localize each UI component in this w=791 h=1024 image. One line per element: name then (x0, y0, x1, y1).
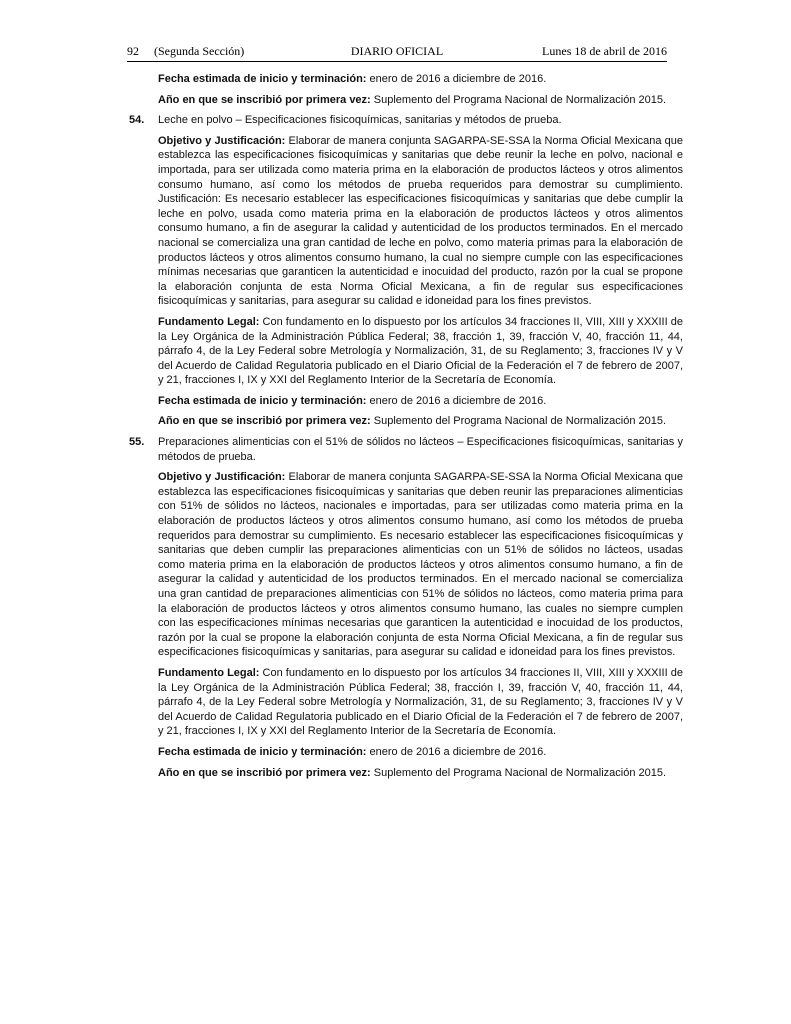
ano-label: Año en que se inscribió por primera vez: (158, 766, 371, 779)
objetivo-paragraph (158, 134, 683, 309)
ano-paragraph (158, 93, 683, 108)
objetivo-text: Elaborar de manera conjunta SAGARPA-SE-SSA la Norma Oficial Mexicana que establezca las especificaciones fisicoquímicas y sanitarias que debe reunir la leche en polvo, nacional e importada, para ser utilizada como materia prima en la elaboración de productos lácteos y otros alimentos consumo humano, así como los métodos de prueba requeridos para demostrar su cumplimiento. Justificación: Es necesario establecer las especificaciones fisicoquímicas y sanitarias que debe cumplir la leche en polvo, usada como materia prima en la elaboración de productos lácteos y otros alimentos consumo humano, a fin de asegurar la calidad y autenticidad de los productos terminados. En el mercado nacional se comercializa una gran cantidad de leche en polvo, como materia primas para la elaboración de productos lácteos y otros alimentos consumo humano, la cual no siempre cumple con las especificaciones mínimas necesarias que garanticen la autenticidad e inocuidad del producto, razón por la cual se propone la elaboración conjunta de esta Norma Oficial Mexicana, a fin de regular sus especificaciones fisicoquímicas y sanitarias, para asegurar su calidad e idoneidad para los fines previstos. (158, 134, 684, 308)
header-publication-title: DIARIO OFICIAL (350, 44, 444, 58)
item-title-text: Preparaciones alimenticias con el 51% de sólidos no lácteos – Especificaciones fisicoquímicas, sanitarias y métodos de prueba. (158, 436, 683, 463)
fecha-value: enero de 2016 a diciembre de 2016. (366, 73, 547, 85)
fundamento-paragraph (158, 666, 683, 739)
fecha-label: Fecha estimada de inicio y terminación: (158, 394, 367, 407)
page-header (127, 44, 667, 62)
fecha-paragraph (158, 745, 683, 760)
fundamento-text: Con fundamento en lo dispuesto por los artículos 34 fracciones II, VIII, XIII y XXXIII de la Ley Orgánica de la Administración Pública Federal; 38, fracción 1, 39, fracción V, 40, fracción 11, 44, párrafo 4, de la Ley Federal sobre Metrología y Normalización, 31, de su Reglamento; 3, fracciones IV y V del Acuerdo de Calidad Regulatoria publicado en el Diario Oficial de la Federación el 7 de febrero de 2007, y 21, fracciones I, IX y XXI del Reglamento Interior de la Secretaría de Economía. (158, 315, 683, 387)
header-date: Lunes 18 de abril de 2016 (542, 44, 667, 58)
objetivo-label: Objetivo y Justificación: (158, 471, 286, 484)
fecha-paragraph (158, 72, 683, 87)
item-title (129, 113, 683, 128)
fecha-label: Fecha estimada de inicio y terminación: (158, 73, 367, 85)
ano-paragraph (158, 414, 683, 429)
fundamento-paragraph (158, 315, 683, 388)
fundamento-text: Con fundamento en lo dispuesto por los artículos 34 fracciones II, VIII, XIII y XXXIII de la Ley Orgánica de la Administración Pública Federal; 38, fracción I, 39, fracción V, 40, fracción 11, 44, párrafo 4, de la Ley Federal sobre Metrología y Normalización, 31, de su Reglamento; 3, fracciones IV y V del Acuerdo de Calidad Regulatoria publicado en el Diario Oficial de la Federación el 7 de febrero de 2007, y 21, fracciones I, IX y XXI del Reglamento Interior de la Secretaría de Economía. (158, 666, 683, 738)
fecha-label: Fecha estimada de inicio y terminación: (158, 745, 367, 758)
ano-value: Suplemento del Programa Nacional de Normalización 2015. (370, 415, 667, 428)
objetivo-label: Objetivo y Justificación: (158, 134, 286, 147)
item-title-text: Leche en polvo – Especificaciones fisicoquímicas, sanitarias y métodos de prueba. (158, 114, 562, 127)
document-body (129, 72, 683, 786)
header-page-section: 92 (Segunda Sección) (127, 44, 245, 58)
fecha-value: enero de 2016 a diciembre de 2016. (366, 745, 547, 758)
ano-value: Suplemento del Programa Nacional de Normalización 2015. (370, 766, 667, 779)
ano-value: Suplemento del Programa Nacional de Normalización 2015. (370, 93, 667, 106)
ano-paragraph (158, 766, 683, 781)
header-rule (127, 61, 667, 62)
item-number: 55. (129, 436, 145, 449)
fundamento-label: Fundamento Legal: (158, 666, 260, 679)
objetivo-paragraph (158, 470, 683, 660)
fundamento-label: Fundamento Legal: (158, 315, 260, 328)
fecha-paragraph (158, 394, 683, 409)
item-number: 54. (129, 114, 145, 127)
objetivo-text: Elaborar de manera conjunta SAGARPA-SE-SSA la Norma Oficial Mexicana que establezca las especificaciones fisicoquímicas y sanitarias que deben reunir las preparaciones alimenticias con 51% de sólidos no lácteos, nacionales e importadas, para ser utilizadas como materia prima en la elaboración de productos lácteos y otros alimentos consumo humano, así como los métodos de prueba requeridos para demostrar su cumplimiento. Es necesario establecer las especificaciones fisicoquímicas y sanitarias que deben cumplir las preparaciones alimenticias con un 51% de sólidos no lácteos, usadas como materia prima en la elaboración de productos lácteos y otros alimentos consumo humano, a fin de asegurar la calidad y autenticidad de los productos terminados. En el mercado nacional se comercializa una gran cantidad de preparaciones alimenticias con 51% de sólidos no lácteos, como materia prima para la elaboración de productos lácteos y otros alimentos consumo humano, las cuales no siempre cumplen con las especificaciones mínimas necesarias que garanticen la autenticidad e inocuidad de los productos, razón por la cual se propone la elaboración conjunta de esta Norma Oficial Mexicana, a fin de regular sus especificaciones fisicoquímicas y sanitarias, para asegurar su calidad e idoneidad para los fines previstos. (158, 471, 684, 659)
fecha-value: enero de 2016 a diciembre de 2016. (366, 394, 547, 407)
ano-label: Año en que se inscribió por primera vez: (158, 415, 371, 428)
item-title (129, 435, 683, 464)
ano-label: Año en que se inscribió por primera vez: (158, 93, 371, 106)
